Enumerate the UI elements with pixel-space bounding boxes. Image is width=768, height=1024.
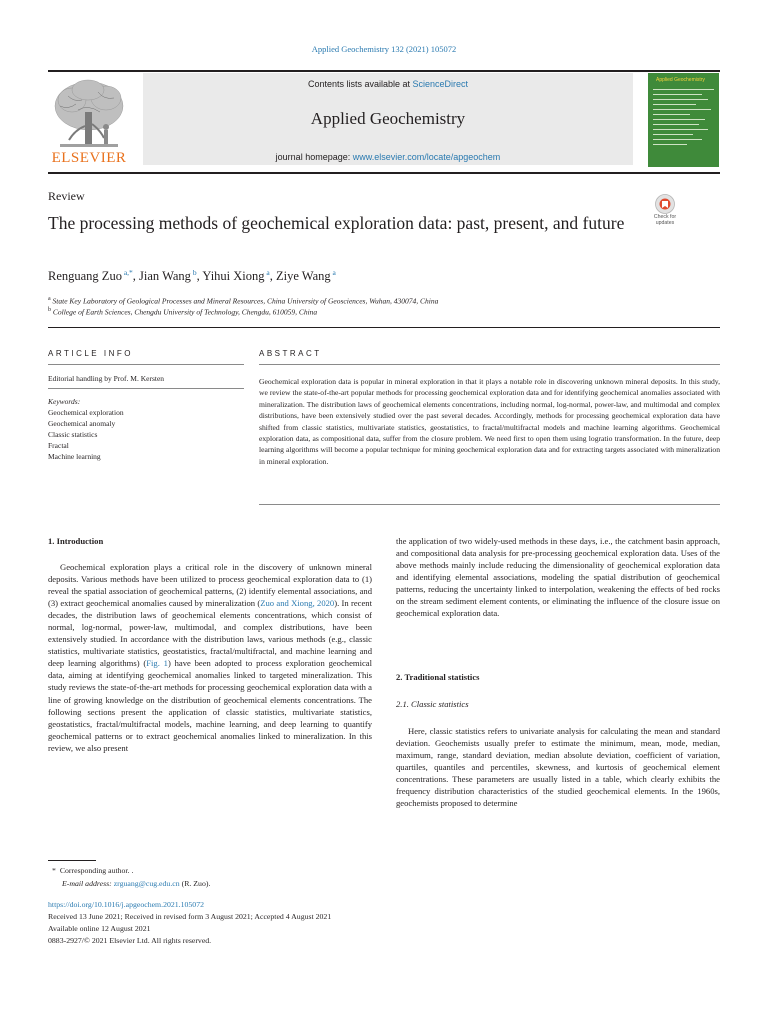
masthead-top-rule [48,70,720,72]
body-column-left [48,561,372,754]
journal-citation-link[interactable]: Applied Geochemistry 132 (2021) 105072 [311,44,457,54]
email-link[interactable]: zrguang@cug.edu.cn [113,879,180,888]
abstract-rule [259,364,720,365]
email-note [62,879,210,888]
section-2-heading: 2. Traditional statistics [396,672,480,682]
author-name[interactable]: Jian Wang [139,269,191,284]
check-for-updates-button[interactable] [646,194,684,236]
journal-title: Applied Geochemistry [310,109,466,128]
affiliation [48,296,438,306]
affiliation-marker: a [48,296,51,302]
affiliation [48,307,317,317]
cover-text-lines [653,89,714,149]
article-info-rule [48,364,244,365]
cover-title: Applied Geochemistry [656,77,705,83]
affiliation-text: State Key Laboratory of Geological Processes and Mineral Resources, China University of Geosciences, Wuhan, 430074, China [52,296,439,306]
article-title: The processing methods of geochemical exploration data: past, present, and future [48,213,625,233]
abstract-heading: ABSTRACT [259,349,322,358]
author-name[interactable]: Renguang Zuo [48,269,122,284]
check-for-updates-line2: updates [655,220,675,226]
check-for-updates-line1: Check for [653,214,677,220]
copyright-notice: 0883-2927/© 2021 Elsevier Ltd. All rights reserved. [48,936,212,945]
author-list: Renguang Zuo $^{a,*}$, Jian Wang $^b$, Yihui Xiong $^a$, Ziye Wang $^a$ [48,268,336,284]
abstract-text: Geochemical exploration data is popular in mineral exploration in that it plays a notable role in discovering unknown mineral deposits. In this study, we review the state-of-the-art popular methods for processing geochemical exploration data and for identifying geochemical anomalies associated with mineralization. The distribution laws of geochemical elements concentrations, including normal, log-normal, power-law, and multimodal and complex distributions, have been extensively studied over the past several decades. Accordingly, methods for processing geochemical exploration data have shifted from classic statistics, multivariate statistics, geostatistics, to fractal/multifractal models and machine learning algorithms. Geochemical exploration data, as compositional data, suffer from the closure problem. We need first to open them using logratio transformation. In the future, deep learning algorithms will become a popular technique for mining geochemical exploration data and for extracting targets associated with mineralization in mineral exploration. [259,377,720,466]
keyword: Fractal [48,441,69,450]
journal-masthead [48,70,720,174]
footnote-rule [48,860,96,861]
homepage-prefix: journal homepage: [275,152,353,162]
masthead-bottom-rule [48,172,720,174]
available-online-date: Available online 12 August 2021 [48,924,151,933]
introduction-heading: 1. Introduction [48,536,104,546]
body-column-right [396,535,720,619]
affiliation-marker: b [48,307,51,313]
author-affiliation-marker[interactable]: a,* [123,268,133,277]
abstract-rule [259,504,720,505]
keyword: Machine learning [48,452,101,461]
keyword: Geochemical anomaly [48,419,116,428]
keyword: Classic statistics [48,430,98,439]
check-for-updates-label [646,214,684,226]
article-type: Review [48,189,85,203]
contents-prefix: Contents lists available at [307,79,413,89]
keyword-list [48,407,244,462]
article-info-heading: ARTICLE INFO [48,349,133,358]
corresponding-author-note [52,866,133,875]
journal-cover-thumbnail[interactable] [648,73,719,167]
section-divider [48,327,720,328]
doi-link[interactable]: https://doi.org/10.1016/j.apgeochem.2021.105072 [48,900,204,909]
email-suffix: (R. Zuo). [181,879,211,888]
homepage-line [143,152,633,162]
figure-link[interactable]: Fig. 1 [146,658,168,669]
received-dates: Received 13 June 2021; Received in revised form 3 August 2021; Accepted 4 August 2021 [48,912,332,921]
introduction-paragraph: Geochemical exploration plays a critical role in the discovery of unknown mineral deposits. Various methods have been utilized to process geochemical exploration data to (1) reveal the spatial association of geochemical patterns, (2) identify elemental associations, and (3) extract geochemical anomalies caused by mineralization (Zuo and Xiong, 2020). In recent decades, the distribution laws of geochemical elements concentrations, which consist of normal, log-normal, power-law, multimodal, and complex distributions, have been extensively studied. In accordance with the distribution laws, various methods (e.g., classic statistics, multivariate statistics, geostatistics, fractal/multifractal, and machine learning and deep learning algorithms) (Fig. 1) have been adopted to process exploration geochemical data, aiming at identifying geochemical anomalies linked to targeted mineralization. This study reviews the state-of-the-art methods for processing geochemical exploration data with a line of growing knowledge on the distribution of geochemical elements concentrations. The following sections present the application of classic statistics, multivariate statistics, geostatistics, fractal/multifractal models, machine learning, and deep learning to quantify geochemical patterns or to extract geochemical anomalies linked to mineralization. In this review, we also present [48,562,372,753]
check-for-updates-icon [646,194,684,216]
journal-homepage-link[interactable]: www.elsevier.com/locate/apgeochem [352,152,501,162]
author-affiliation-marker[interactable]: a [332,268,336,277]
author-name[interactable]: Ziye Wang [276,269,331,284]
author-name[interactable]: Yihui Xiong [202,269,265,284]
publisher-name: ELSEVIER [51,150,127,166]
section-2-1-heading: 2.1. Classic statistics [396,699,469,709]
masthead-banner [143,73,633,165]
keywords-label: Keywords: [48,397,81,406]
email-label: E-mail address: [62,879,112,888]
author-affiliation-marker[interactable]: a [266,268,270,277]
article-info-rule [48,388,244,389]
keyword: Geochemical exploration [48,408,124,417]
classic-statistics-paragraph: Here, classic statistics refers to univariate analysis for calculating the mean and standard deviation. Geochemists usually prefer to estimate the minimum, mean, mode, median, maximum, range, standard deviation, median absolute deviation, coefficient of variation, quartiles, quantiles and percentiles, skewness, and kurtosis of geochemical element concentrations. These parameters are usually listed in a table, which clearly exhibits the frequency distribution characteristics of the studied geochemical elements. In the 1960s, geochemists proposed to determine [396,726,720,809]
sciencedirect-link[interactable]: ScienceDirect [412,79,469,89]
author-affiliation-marker[interactable]: b [192,268,197,277]
editorial-handling: Editorial handling by Prof. M. Kersten [48,374,165,383]
introduction-paragraph-continued: the application of two widely-used methods in these days, i.e., the catchment basin approach, and compositional data analysis for pre-processing geochemical exploration data. Uses of the above methods mainly include reducing the dimensionality of geochemical exploration data and identifying elemental associations, modeling the spatial distribution of geochemical patterns, reducing the uncertainty linked to interpolation, weakening the effects of bed rocks on the stream sediment element contents, or eliminating the influence of the closure issue on geochemical exploration data. [396,536,720,619]
contents-line [143,79,633,89]
asterisk-marker: * [52,866,56,875]
reference-link[interactable]: Zuo and Xiong, 2020 [260,598,335,609]
corresponding-author-text: Corresponding author. . [59,866,134,875]
affiliation-text: College of Earth Sciences, Chengdu University of Technology, Chengdu, 610059, China [52,307,318,317]
